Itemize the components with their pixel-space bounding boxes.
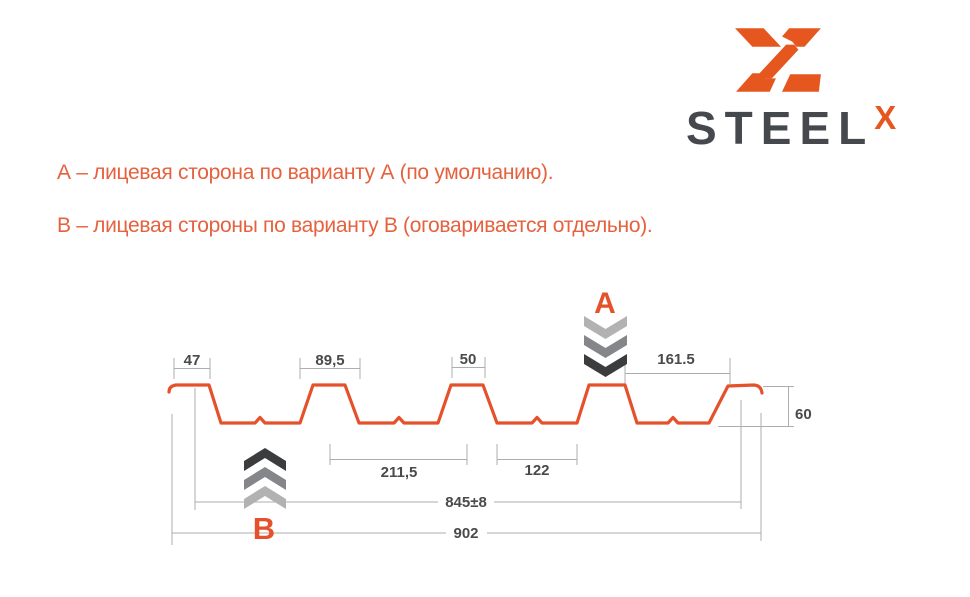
brand-name: STEEL xyxy=(686,102,875,154)
dim-label-211-5: 211,5 xyxy=(380,464,418,481)
note-variant-a: А – лицевая сторона по варианту А (по умолчанию). xyxy=(57,161,554,184)
profile-outline xyxy=(169,385,762,423)
dim-label-47: 47 xyxy=(183,352,201,369)
dim-label-50: 50 xyxy=(459,351,477,368)
dim-211-5-lines xyxy=(330,444,467,465)
dim-60-lines xyxy=(718,387,794,427)
variant-a-marker: А xyxy=(594,287,616,320)
variant-a-chevrons-icon xyxy=(584,316,627,377)
dim-label-60: 60 xyxy=(795,406,812,423)
dim-845-lines xyxy=(195,388,741,510)
dim-label-89-5: 89,5 xyxy=(315,352,345,369)
dim-label-902: 902 xyxy=(453,525,479,542)
note-variant-b: В – лицевая стороны по варианту В (оговаривается отдельно). xyxy=(57,214,653,237)
dim-label-845: 845±8 xyxy=(445,494,487,511)
variant-b-marker: В xyxy=(252,511,276,546)
brand-sup-x: X xyxy=(874,99,897,136)
dim-label-122: 122 xyxy=(524,462,550,479)
variant-b-chevrons-icon xyxy=(244,448,286,509)
dim-label-161-5: 161.5 xyxy=(657,351,695,368)
